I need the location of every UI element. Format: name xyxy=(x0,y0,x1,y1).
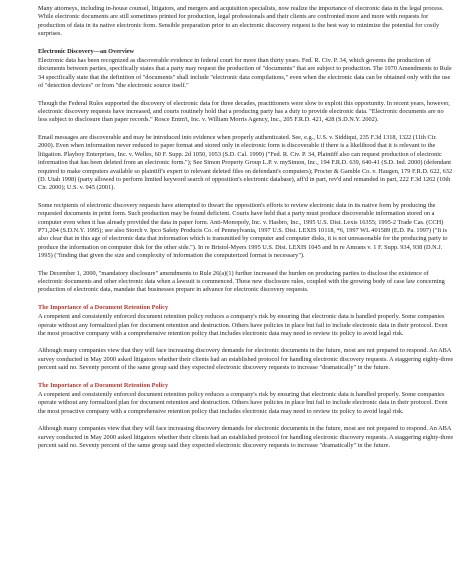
overview-paragraph-3: Email messages are discoverable and may be introduced into evidence when properly authenticated. See, e.g., U.S. v. Siddiqui, 235 F.3d 1318, 1322 (11th Cir. 2000). Even when information never reduced to paper format and stored only in electronic form is discoverable if there is a likelihood that it is relevant to the litigation. Playboy Enterprises, Inc. v. Welles, 60 F. Supp. 2d 1050, 1053 (S.D. Cal. 1999) ("Fed. R. Civ. P. 34, Plaintiff also can request production of electronic information that has been deleted from an electronic form."); See Simon Property Group L.P. v. mySimon, Inc., 194 F.R.D. 639, 640-41 (S.D. Ind. 2000) (defendant required to make computers available so plaintiff's expert to relevant deleted files on defendant's computers); Procter & Gamble Co. v. Haugen, 179 F.R.D. 622, 632 (D. Utah 1998) (party allowed to perform limited keyword search of opposition's electronic database), aff'd in part, rev'd and remanded in part, 222 F.3d 1262 (10th Cir. 2000); U.S. v. 945 (2001). xyxy=(38,133,453,192)
retention-1-paragraph-1: A competent and consistently enforced document retention policy reduces a company's risk by ensuring that electronic data is handled properly. Some companies operate without any formalized plan for document retention and destruction. Others have policies in place but fail to include electronic data in their protocol. Even the most proactive company with a comprehensive retention policy that includes electronic data may need to review its policy to avoid legal risk. xyxy=(38,313,448,337)
december-paragraph: The December 1, 2000, "mandatory disclosure" amendments to Rule 26(a)(1) further increased the burden on producing parties to disclose the existence of electronic documents and other electronic data when a lawsuit is commenced. These new disclosure rules, coupled with the growing body of case law concerning production of electronic data, mandate that businesses prepare in advance for electronic discovery requests. xyxy=(38,269,445,294)
retention-heading-1: The Importance of a Document Retention Policy xyxy=(38,303,169,311)
overview-paragraph-2: Though the Federal Rules supported the discovery of electronic data for three decades, practitioners were slow to exploit this opportunity. In recent years, however, electronic discovery requests have increased, and courts routinely hold that a producing party has a duty to provide electronic data. "Electronic documents are no less subject to disclosure than paper records." Rosce Entm't, Inc. v. William Morris Agency, Inc., 205 F.R.D. 421, 428 (S.D.N.Y. 2002). xyxy=(38,99,450,124)
overview-paragraph-1: Electronic data has been recognized as discoverable evidence in federal court for more than thirty years. Fed. R. Civ. P. 34, which governs the production of documents between parties, specifically states that a party may request the production of "documents" that are subject to production. The 1970 Amendments to Rule 34 specifically state that the definition of "documents" shall include "electronic data compilations," even when the electronic data can be obtained only with the use of "detection devices" or from "the electronic source itself." xyxy=(38,57,452,90)
intro-paragraph: Many attorneys, including in-house counsel, litigators, and mergers and acquisition specialists, now realize the importance of electronic data in the legal process. While electronic documents are still sometimes printed for production, legal professionals and their clients are confronted more and more with requests for production of data in its native electronic form. Sensible preparation prior to an electronic discovery request is the best way to minimize the potential for costly surprises. xyxy=(38,5,444,38)
retention-2-paragraph-2: Although many companies view that they will face increasing discovery demands for electronic documents in the future, most are not prepared to respond. An ABA survey conducted in May 2000 asked litigators whether their clients had an established protocol for handling electronic discovery requests. A staggering eighty-three percent said no. Seventy percent of the same group said they expected electronic discovery requests to increase "dramatically" in the future. xyxy=(38,425,454,450)
overview-heading: Electronic Discovery—an Overview xyxy=(38,47,135,55)
overview-paragraph-4: Some recipients of electronic discovery requests have attempted to thwart the opposition's efforts to review electronic data in its native form by producing the requested documents in print form. Such production may be found deficient. Courts have held that a party must produce discoverable information stored on a computer even when it has already provided the data in paper form. Anti-Monopoly, Inc. v. Hasbro, Inc., 1995 U.S. Dist. Lexis 16355; 1995-2 Trade Cas. (CCH) P71,204 (S.D.N.Y. 1995); see also Storch v. Ipco Safety Products Co. of Pennsylvania, 1997 U.S. Dist. LEXIS 10118, *6, 1997 WL 401589 (E.D. Pa. 1997) ("It is also clear that in this age of electronic data that information which is transmitted by computer and computer disks, it is not unreasonable for the producing party to produce the information on computer disk for the other side."). In re Bristol-Myers 1995 U.S. Dist. LEXIS 1045 and In re Amrans v. 1 F. Supp. 934, 938 (D.N.J. 1995) ("finding that given the size and complexity of information the computerized format is necessary"). xyxy=(38,201,448,260)
retention-1-paragraph-2: Although many companies view that they will face increasing discovery demands for electronic documents in the future, most are not prepared to respond. An ABA survey conducted in May 2000 asked litigators whether their clients had an established protocol for handling electronic discovery requests. A staggering eighty-three percent said no. Seventy percent of the same group said they expected electronic discovery requests to increase "dramatically" in the future. xyxy=(38,347,454,372)
retention-2-paragraph-1: A competent and consistently enforced document retention policy reduces a company's risk by ensuring that electronic data is handled properly. Some companies operate without any formalized plan for document retention and destruction. Others have policies in place but fail to include electronic data in their protocol. Even the most proactive company with a comprehensive retention policy that includes electronic data may need to review its policy to avoid legal risk. xyxy=(38,391,448,415)
retention-heading-2: The Importance of a Document Retention Policy xyxy=(38,381,169,389)
